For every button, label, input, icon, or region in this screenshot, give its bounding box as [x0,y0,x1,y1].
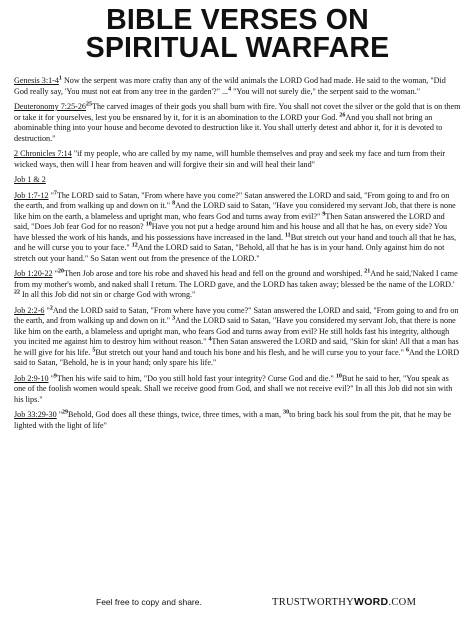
verse-text: to bring back his soul from the pit, that he may be lighted with the light of life" [14,410,452,430]
verse-text: The LORD said to Satan, "From where have you come?" Satan answered the LORD and said, "From going to and fro on the earth, and from walking up and down on it." [14,190,450,210]
verse-text: Then Satan answered the LORD and said, "Does Job fear God for no reason? [14,211,445,231]
verse-number: 29 [62,409,69,416]
verse-text: " [52,269,58,278]
verse-number: 10 [145,221,152,228]
verse-passage [14,102,461,144]
verse-text: Now the serpent was more crafty than any of the wild animals the LORD God had made. He said to the woman, "Did God really say, 'You must not eat from any tree in the garden'?" ... [14,76,446,96]
title-line-1: BIBLE VERSES ON [106,4,369,36]
verse-number: 9 [53,372,57,379]
verse-passage [14,191,461,265]
verse-list [14,76,461,431]
verse-text: Behold, God does all these things, twice, three times, with a man, [68,410,284,419]
verse-reference: Deuteronomy 7:25-26 [14,102,86,111]
brand-part-2: WORD [354,596,389,608]
verse-passage [14,175,461,186]
site-brand [272,596,416,608]
verse-text: " [48,373,54,383]
verse-reference: Job 2:9-10 [14,373,49,383]
footer-note: Feel free to copy and share. [96,597,202,607]
verse-number: 22 [14,289,20,296]
verse-number: 10 [335,372,342,379]
brand-part-3: .COM [388,597,417,608]
verse-number: 4 [208,336,212,343]
verse-number: 11 [285,231,291,238]
verse-text: But stretch out your hand and touch his bone and his flesh, and he will curse you to your face." [95,347,406,357]
verse-passage [14,306,461,369]
verse-passage [14,269,461,301]
verse-reference: Genesis 3:1-4 [14,76,59,85]
verse-text: "You will not surely die," the serpent said to the woman." [231,86,421,96]
verse-reference: Job 1 & 2 [14,175,46,184]
verse-text: And the LORD said to Satan, "From where have you come?" Satan answered the LORD and said, "From going to and fro on the earth, and from walking up and down on it." [14,305,459,325]
verse-number: 5 [92,346,96,353]
verse-reference: Job 33:29-30 [14,410,57,419]
verse-reference: 2 Chronicles 7:14 [14,149,72,158]
verse-text: But stretch out your hand and touch all that he has, and he will curse you to your face." [14,232,457,252]
verse-passage [14,149,461,170]
verse-text: And you shall not bring an abominable thing into your house and become devoted to destruction like it. You shall utterly detest and abhor it, for it is devoted to destruction." [14,112,443,143]
verse-number: 25 [85,101,92,108]
verse-text: In all this Job did not sin or charge God with wrong." [20,290,196,299]
verse-passage [14,76,461,97]
verse-passage [14,374,461,406]
verse-text: Then Job arose and tore his robe and shaved his head and fell on the ground and worshiped. [63,269,365,278]
verse-number: 6 [405,346,409,353]
verse-text: The carved images of their gods you shall burn with fire. You shall not covet the silver or the gold that is on them or take it for yourselves, lest you be ensnared by it, for it is an abomination to the LORD your God. [14,102,461,122]
verse-reference: Job 1:20-22 [14,269,53,278]
verse-text: But he said to her, "You speak as one of the foolish women would speak. Shall we receive good from God, and shall we not receive evil?" In all this Job did not sin with his lips." [14,373,453,404]
title-line-2: SPIRITUAL WARFARE [85,32,390,64]
page-title [14,6,461,62]
verse-number: 7 [53,189,57,196]
verse-number: 30 [283,409,290,416]
verse-text: " [44,305,50,315]
verse-reference: Job 1:7-12 [14,190,49,200]
verse-text: Have you not put a hedge around him and his house and all that he has, on every side? You have blessed the work of his hands, and his possessions have increased in the land. [14,222,448,242]
brand-part-1: TRUSTWORTHY [272,597,354,608]
verse-number: 9 [322,210,326,217]
verse-text: And the LORD said to Satan, "Have you considered my servant Job, that there is none like him on the earth, a blameless and upright man, who fears God and turns away from evil? He still holds fast his integrity, although you incited me against him to destroy him without reason." [14,316,456,346]
verse-text: " [56,410,63,419]
verse-reference: Job 2:2-6 [14,305,45,315]
verse-text: Then his wife said to him, "Do you still hold fast your integrity? Curse God and die." [56,373,336,383]
verse-number: 8 [172,200,176,207]
verse-text: And the LORD said to Satan, "Behold, all that he has is in your hand. Only against him do not stretch out your hand." So Satan went out from the presence of the LORD." [14,243,445,263]
verse-number: 3 [172,315,176,322]
verse-text: " [48,190,54,200]
verse-number: 12 [131,242,138,249]
verse-number: 21 [364,268,371,275]
verse-text: Then Satan answered the LORD and said, "Skin for skin! All that a man has he will give for his life. [14,337,459,357]
verse-number: 1 [58,75,62,82]
verse-number: 26 [339,111,346,118]
verse-number: 20 [57,268,64,275]
verse-number: 2 [49,304,53,311]
verse-passage [14,410,461,431]
verse-text: And he said,'Naked I came from my mother's womb, and naked shall I return. The LORD gave, and the LORD has taken away; blessed be the name of the LORD.' [14,269,458,289]
verse-text: And the LORD said to Satan, "Have you considered my servant Job, that there is none like him on the earth, a blameless and upright man, who fears God and turns away from evil?" [14,201,456,221]
verse-text: And the LORD said to Satan, "Behold, he is in your hand; only spare his life." [14,347,460,367]
verse-number: 4 [228,85,232,92]
verse-text: "if my people, who are called by my name, will humble themselves and pray and seek my face and turn from their wicked ways, then will I hear from heaven and will forgive their sin and will heal their land" [14,149,446,169]
